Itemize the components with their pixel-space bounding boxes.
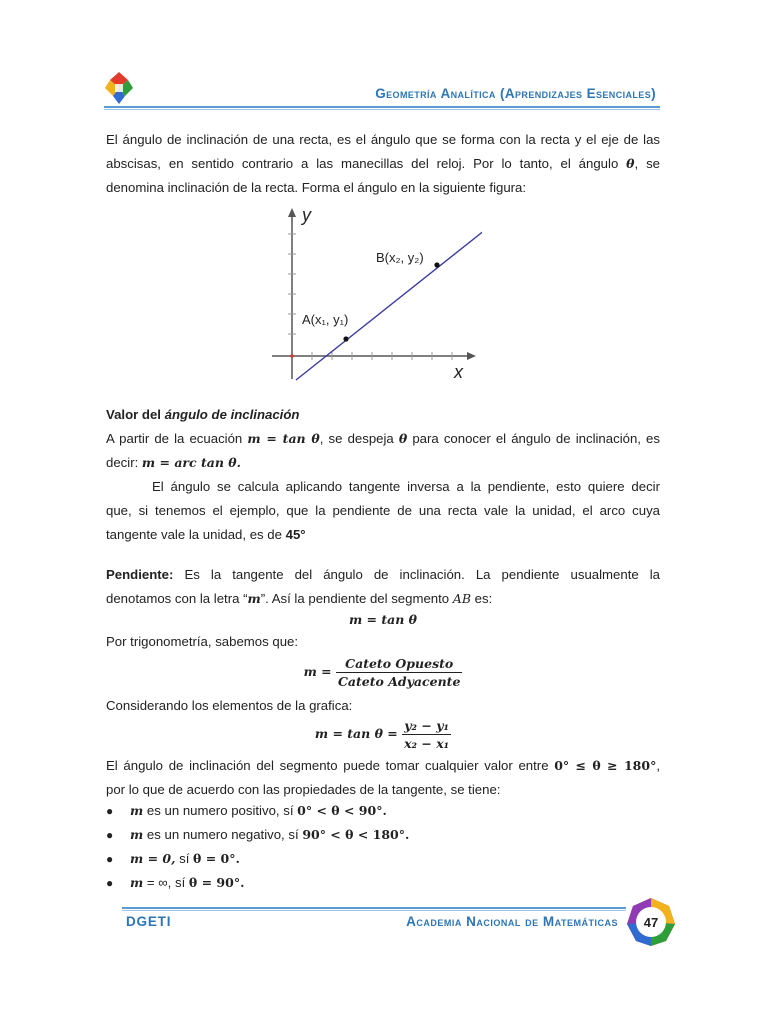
equation-slope-coordinates	[106, 718, 660, 751]
range-line-2: por lo que de acuerdo con las propiedades de la tangente, se tiene:	[106, 782, 501, 797]
bullet-text: sí	[175, 851, 194, 866]
angle-line-1	[106, 427, 660, 451]
bullet-icon: ●	[106, 876, 114, 890]
x-axis-arrow-icon	[467, 352, 476, 360]
cateto-fraction	[336, 656, 462, 689]
eq3-lhs: m = tan θ =	[314, 726, 403, 741]
cateto-adyacente: Cateto Adyacente	[337, 674, 461, 689]
point-a-label: A(x₁, y₁)	[302, 312, 349, 327]
y-axis-label: y	[302, 205, 311, 225]
angle-45-value: 45°	[285, 527, 306, 542]
list-item	[106, 823, 660, 847]
angle-line-1-end: para conocer el ángulo de inclinación, es	[407, 431, 660, 446]
point-a-marker	[343, 336, 348, 341]
angle-line-5-text: tangente vale la unidad, es de	[106, 527, 286, 542]
header-divider-thin	[104, 109, 660, 110]
equation-cateto-fraction	[106, 656, 660, 689]
range-inequality: 0° ≤ θ ≥ 180°	[554, 758, 657, 773]
slope-line-2-mid: ”. Así la pendiente del segmento	[260, 591, 453, 606]
slope-line-1-text: Es la tangente del ángulo de inclinación. La pendiente usualmente la	[173, 567, 660, 582]
bullet-pre: m	[130, 827, 144, 842]
equation-slope-tan: m = tan θ	[348, 612, 418, 627]
bullet-icon: ●	[106, 828, 114, 842]
slope-line-1	[106, 563, 660, 587]
bullet-text: es un numero negativo, sí	[143, 827, 303, 842]
academy-logo-icon	[104, 70, 134, 106]
equation-m-tan-theta: m = tan θ	[247, 431, 320, 446]
angle-line-5	[106, 523, 660, 547]
angle-value-paragraph	[106, 427, 660, 547]
range-line-1-end: ,	[656, 758, 660, 773]
slope-line-2-text: denotamos con la letra “	[106, 591, 248, 606]
bullet-condition: θ = 90°.	[188, 875, 245, 890]
slope-line-2-end: es:	[471, 591, 493, 606]
theta-symbol: θ	[626, 156, 635, 171]
angle-line-1-mid: , se despeja	[319, 431, 399, 446]
header-divider	[104, 106, 660, 108]
consider-text: Considerando los elementos de la grafica:	[106, 698, 353, 713]
delta-x: x₂ − x₁	[404, 736, 450, 751]
intro-line-2-end: , se	[634, 156, 660, 171]
consider-line	[106, 694, 660, 718]
heading-plain: Valor del	[106, 407, 165, 422]
segment-ab: AB	[452, 591, 472, 606]
slope-paragraph	[106, 563, 660, 611]
intro-paragraph	[106, 128, 660, 200]
y-axis-arrow-icon	[288, 208, 296, 217]
trig-text: Por trigonometría, sabemos que:	[106, 634, 299, 649]
list-item	[106, 799, 660, 823]
angle-line-1-text: A partir de la ecuación	[106, 431, 248, 446]
angle-line-4: que, si tenemos el ejemplo, que la pendiente de una recta vale la unidad, el arco cuya	[106, 503, 660, 518]
origin-marker	[290, 354, 294, 358]
x-axis-label: x	[454, 362, 463, 382]
range-paragraph	[106, 754, 660, 802]
section-heading-angle-value	[106, 407, 299, 422]
point-b-marker	[434, 262, 439, 267]
list-item	[106, 871, 660, 895]
list-item	[106, 847, 660, 871]
trig-line	[106, 630, 660, 654]
range-line-1-text: El ángulo de inclinación del segmento puede tomar cualquier valor entre	[106, 758, 555, 773]
intro-line-2	[106, 152, 660, 176]
tangent-properties-list	[106, 799, 660, 895]
bullet-text: es un numero positivo, sí	[143, 803, 298, 818]
theta-symbol: θ	[398, 431, 408, 446]
bullet-pre: m	[130, 875, 144, 890]
footer-divider	[122, 907, 626, 909]
angle-line-3: El ángulo se calcula aplicando tangente inversa a la pendiente, esto quiere decir	[152, 479, 660, 494]
delta-y: y₂ − y₁	[402, 718, 451, 735]
m-symbol: m	[247, 591, 261, 606]
bullet-text: = ∞, sí	[143, 875, 189, 890]
axis-ticks	[288, 234, 452, 360]
bullet-condition: 0° < θ < 90°.	[297, 803, 387, 818]
page-number: 47	[643, 915, 659, 930]
cateto-opuesto: Cateto Opuesto	[336, 656, 462, 673]
inclination-figure	[262, 204, 482, 390]
angle-line-2	[106, 451, 660, 475]
bullet-pre: m	[130, 803, 144, 818]
bullet-icon: ●	[106, 804, 114, 818]
range-line-1	[106, 754, 660, 778]
heading-italic: ángulo de inclinación	[164, 407, 300, 422]
page-number-badge	[626, 897, 676, 947]
slope-label: Pendiente:	[106, 567, 174, 582]
intro-line-1: El ángulo de inclinación de una recta, es el ángulo que se forma con la recta y el eje de las	[106, 132, 660, 147]
coordinate-fraction	[402, 718, 451, 751]
header-title: Geometría Analítica (Aprendizajes Esenciales)	[375, 86, 656, 101]
equation-arc-tan: m = arc tan θ.	[141, 455, 241, 470]
bullet-condition: θ = 0°.	[193, 851, 240, 866]
bullet-condition: 90° < θ < 180°.	[302, 827, 410, 842]
intro-line-3: denomina inclinación de la recta. Forma el ángulo en la siguiente figura:	[106, 180, 527, 195]
slope-line-2	[106, 587, 660, 611]
eq2-lhs: m =	[303, 664, 336, 679]
footer-academy: Academia Nacional de Matemáticas	[406, 914, 618, 929]
footer-dgeti: DGETI	[126, 914, 172, 929]
intro-line-2-text: abscisas, en sentido contrario a las manecillas del reloj. Por lo tanto, el ángulo	[106, 156, 627, 171]
bullet-pre: m = 0,	[130, 851, 176, 866]
bullet-icon: ●	[106, 852, 114, 866]
footer-divider-thin	[122, 910, 626, 911]
angle-line-2-text: decir:	[106, 455, 142, 470]
point-b-label: B(x₂, y₂)	[376, 250, 424, 265]
